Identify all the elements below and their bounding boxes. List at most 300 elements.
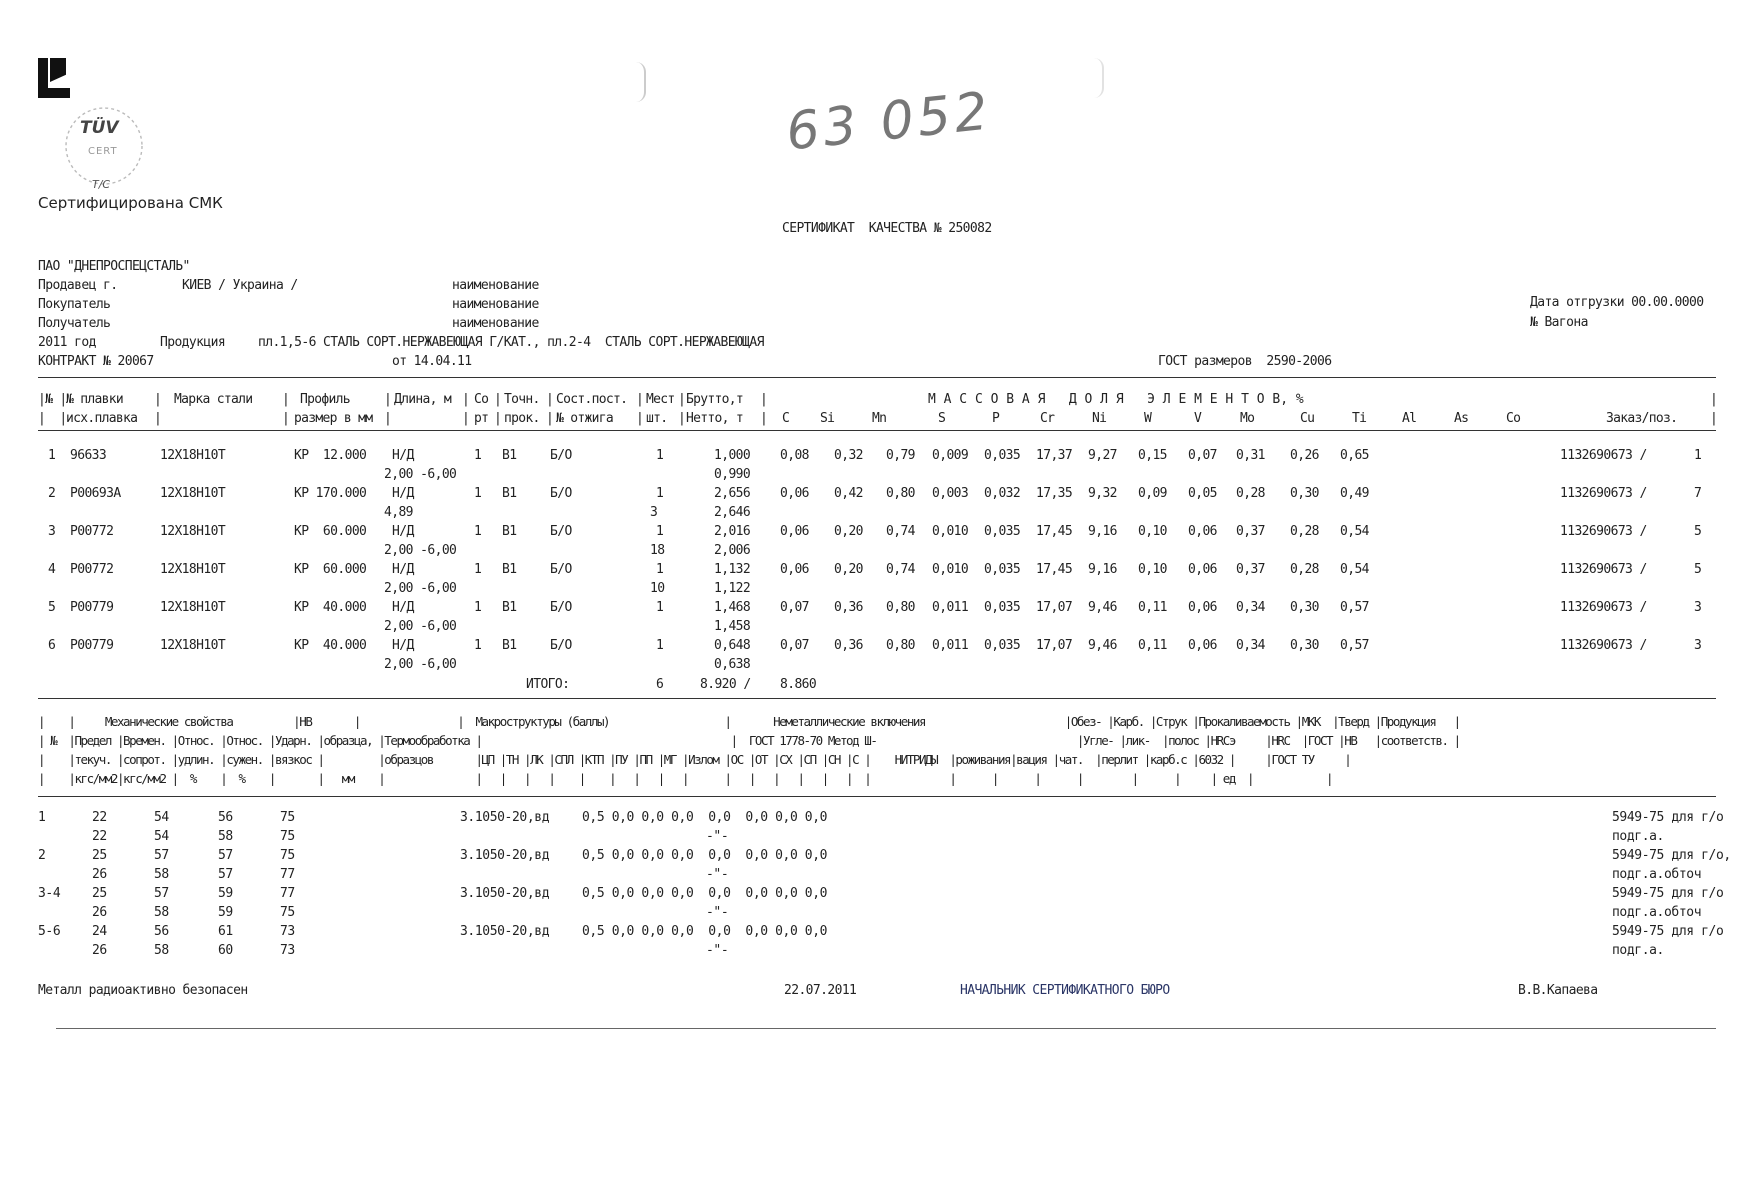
melt-number: Р00779 — [70, 638, 114, 653]
row-number: 6 — [48, 638, 56, 653]
row-number: 4 — [48, 562, 56, 577]
table2-header-rule — [38, 796, 1716, 797]
net-weight: 2,006 — [714, 543, 751, 558]
heat-treatment: 3.1050-20,вд — [460, 924, 550, 939]
table-row — [38, 448, 1718, 486]
table1-total-row — [38, 677, 1718, 697]
el-Cu: Cu — [1300, 411, 1315, 426]
reduction: 77 — [280, 886, 295, 901]
profile-size: КР 40.000 — [294, 638, 367, 653]
el-ni-value: 9,16 — [1088, 562, 1117, 577]
precision-value: В1 — [502, 486, 517, 501]
places-extra: 18 — [650, 543, 665, 558]
table-row — [38, 924, 1724, 962]
order-number: 1132690673 / — [1560, 524, 1647, 539]
seller-label: Продавец г. — [38, 278, 118, 293]
el-cr-value: 17,37 — [1036, 448, 1073, 463]
sort-value: 1 — [474, 448, 482, 463]
el-Si: Si — [820, 411, 835, 426]
tensile-strength: 56 — [154, 924, 169, 939]
reduction-2: 73 — [280, 943, 295, 958]
tic-label: T/C — [92, 178, 111, 191]
tensile-strength-2: 58 — [154, 905, 169, 920]
row-number: 3 — [48, 524, 56, 539]
order-position: 7 — [1694, 486, 1702, 501]
tensile-strength-2: 54 — [154, 829, 169, 844]
sample-number: 2 — [38, 848, 46, 863]
elongation: 59 — [218, 886, 233, 901]
el-ni-value: 9,27 — [1088, 448, 1117, 463]
el-mn-value: 0,80 — [886, 486, 915, 501]
mass-fraction-header: М А С С О В А Я Д О Л Я Э Л Е М Е Н Т О В, % — [928, 392, 1304, 407]
table-row — [38, 600, 1718, 638]
product-standard: 5949-75 для г/о — [1612, 810, 1724, 825]
el-cu-value: 0,28 — [1290, 562, 1319, 577]
el-w-value: 0,11 — [1138, 600, 1167, 615]
order-number: 1132690673 / — [1560, 562, 1647, 577]
total-net: 8.860 — [780, 677, 817, 692]
signer-position: НАЧАЛЬНИК СЕРТИФИКАТНОГО БЮРО — [960, 983, 1170, 998]
wagon-number: № Вагона — [1530, 315, 1588, 330]
el-mo-value: 0,34 — [1236, 638, 1265, 653]
col-num-header: |№ | — [38, 392, 67, 407]
product-standard-2: подг.а. — [1612, 943, 1664, 958]
gross-weight: 1,132 — [714, 562, 751, 577]
yield-strength: 24 — [92, 924, 107, 939]
el-si-value: 0,42 — [834, 486, 863, 501]
el-cr-value: 17,45 — [1036, 524, 1073, 539]
el-w-value: 0,11 — [1138, 638, 1167, 653]
product-text: пл.1,5-6 СТАЛЬ СОРТ.НЕРЖАВЕЮЩАЯ Г/КАТ., пл.2-4 СТАЛЬ СОРТ.НЕРЖАВЕЮЩАЯ — [258, 335, 764, 350]
sample-number: 1 — [38, 810, 46, 825]
el-w-value: 0,10 — [1138, 524, 1167, 539]
length-value: Н/Д — [392, 600, 414, 615]
el-si-value: 0,36 — [834, 600, 863, 615]
product-standard-2: подг.а. — [1612, 829, 1664, 844]
el-v-value: 0,07 — [1188, 448, 1217, 463]
yield-strength-2: 26 — [92, 905, 107, 920]
heat-treatment: 3.1050-20,вд — [460, 810, 550, 825]
table2-header-line1: | | Механические свойства |НВ | | Макроструктуры (баллы) | Неметаллические включения |Обез- |Карб. |Струк |Прокаливаемость |МКК |Тверд |Продукция | — [38, 714, 1460, 729]
el-ni-value: 9,16 — [1088, 524, 1117, 539]
places-extra: 10 — [650, 581, 665, 596]
el-ti-value: 0,54 — [1340, 524, 1369, 539]
el-v-value: 0,06 — [1188, 638, 1217, 653]
elongation-2: 57 — [218, 867, 233, 882]
smk-certified-text: Сертифицирована СМК — [38, 194, 223, 212]
steel-grade: 12Х18Н10Т — [160, 448, 226, 463]
col-sort-header: Со — [474, 392, 489, 407]
row-number: 2 — [48, 486, 56, 501]
state-value: Б/О — [550, 600, 572, 615]
product-standard: 5949-75 для г/о — [1612, 924, 1724, 939]
length-range: 2,00 -6,00 — [384, 619, 457, 634]
order-position: 3 — [1694, 600, 1702, 615]
radiation-safety-note: Металл радиоактивно безопасен — [38, 983, 248, 998]
table-row — [38, 638, 1718, 676]
el-As: As — [1454, 411, 1469, 426]
el-w-value: 0,10 — [1138, 562, 1167, 577]
profile-size: КР 60.000 — [294, 524, 367, 539]
places-value: 1 — [656, 562, 664, 577]
scan-mark-2 — [1094, 58, 1104, 98]
col-precision-header-2: прок. — [504, 411, 540, 426]
col-gross-header: Брутто,т — [686, 392, 744, 407]
order-number: 1132690673 / — [1560, 638, 1647, 653]
col-grade-header: Марка стали — [174, 392, 253, 407]
table-row — [38, 810, 1724, 848]
el-c-value: 0,06 — [780, 524, 809, 539]
el-s-value: 0,009 — [932, 448, 969, 463]
product-standard-2: подг.а.обточ — [1612, 905, 1702, 920]
sort-value: 1 — [474, 524, 482, 539]
sample-number: 3-4 — [38, 886, 61, 901]
el-cu-value: 0,30 — [1290, 600, 1319, 615]
table2-body — [38, 810, 1731, 966]
product-label: Продукция — [160, 335, 226, 350]
recipient-name-label: наименование — [452, 316, 539, 331]
length-value: Н/Д — [392, 562, 414, 577]
footer-date: 22.07.2011 — [784, 983, 857, 998]
steel-grade: 12Х18Н10Т — [160, 638, 226, 653]
places-value: 1 — [656, 524, 664, 539]
el-v-value: 0,06 — [1188, 524, 1217, 539]
product-standard: 5949-75 для г/о, — [1612, 848, 1731, 863]
col-state-header: Сост.пост. — [556, 392, 628, 407]
tensile-strength: 57 — [154, 886, 169, 901]
el-p-value: 0,035 — [984, 524, 1021, 539]
footer-rule — [56, 1028, 1716, 1029]
table2-header-line4: | |кгс/мм2|кгс/мм2 | % | % | | мм | | | | | | | | | | | | | | | | | | | | | | | | ед | | — [38, 771, 1333, 786]
el-c-value: 0,08 — [780, 448, 809, 463]
ditto-mark: -"- — [706, 905, 729, 920]
table2-header — [38, 714, 1718, 792]
el-mo-value: 0,37 — [1236, 562, 1265, 577]
el-p-value: 0,035 — [984, 638, 1021, 653]
macrostructure-values: 0,5 0,0 0,0 0,0 0,0 0,0 0,0 0,0 — [582, 810, 828, 825]
length-value: Н/Д — [392, 638, 414, 653]
length-value: Н/Д — [392, 448, 414, 463]
product-standard-2: подг.а.обточ — [1612, 867, 1702, 882]
total-places: 6 — [656, 677, 664, 692]
sort-value: 1 — [474, 638, 482, 653]
col-state-header-2: № отжига — [556, 411, 614, 426]
state-value: Б/О — [550, 448, 572, 463]
order-number: 1132690673 / — [1560, 486, 1647, 501]
el-ni-value: 9,46 — [1088, 600, 1117, 615]
precision-value: В1 — [502, 448, 517, 463]
melt-number: Р00779 — [70, 600, 114, 615]
order-position: 3 — [1694, 638, 1702, 653]
elongation: 56 — [218, 810, 233, 825]
el-mo-value: 0,34 — [1236, 600, 1265, 615]
el-v-value: 0,06 — [1188, 600, 1217, 615]
places-value: 1 — [656, 486, 664, 501]
elongation-2: 59 — [218, 905, 233, 920]
el-c-value: 0,07 — [780, 600, 809, 615]
elongation: 57 — [218, 848, 233, 863]
tensile-strength-2: 58 — [154, 943, 169, 958]
el-W: W — [1144, 411, 1152, 426]
row-number: 5 — [48, 600, 56, 615]
table1-header-rule — [38, 430, 1716, 431]
melt-number: Р00693А — [70, 486, 121, 501]
places-value: 1 — [656, 448, 664, 463]
el-ti-value: 0,57 — [1340, 638, 1369, 653]
table-row — [38, 524, 1718, 562]
yield-strength: 25 — [92, 848, 107, 863]
profile-size: КР 40.000 — [294, 600, 367, 615]
buyer-name-label: наименование — [452, 297, 539, 312]
table-row — [38, 562, 1718, 600]
el-s-value: 0,010 — [932, 562, 969, 577]
scan-mark-1 — [636, 62, 646, 102]
yield-strength-2: 26 — [92, 867, 107, 882]
tuv-cert-stamp — [58, 100, 158, 190]
length-value: Н/Д — [392, 524, 414, 539]
gross-weight: 0,648 — [714, 638, 751, 653]
macrostructure-values: 0,5 0,0 0,0 0,0 0,0 0,0 0,0 0,0 — [582, 924, 828, 939]
state-value: Б/О — [550, 562, 572, 577]
table-row — [38, 848, 1731, 886]
el-cu-value: 0,30 — [1290, 638, 1319, 653]
seller-city: КИЕВ / Украина / — [182, 278, 298, 293]
precision-value: В1 — [502, 562, 517, 577]
el-s-value: 0,011 — [932, 638, 969, 653]
el-s-value: 0,010 — [932, 524, 969, 539]
melt-number: Р00772 — [70, 562, 114, 577]
el-mo-value: 0,31 — [1236, 448, 1265, 463]
el-ti-value: 0,49 — [1340, 486, 1369, 501]
seller-name-label: наименование — [452, 278, 539, 293]
state-value: Б/О — [550, 524, 572, 539]
order-position: 5 — [1694, 524, 1702, 539]
gross-weight: 1,468 — [714, 600, 751, 615]
row-number: 1 — [48, 448, 56, 463]
el-p-value: 0,032 — [984, 486, 1021, 501]
order-number: 1132690673 / — [1560, 600, 1647, 615]
order-position: 1 — [1694, 448, 1702, 463]
net-weight: 0,638 — [714, 657, 751, 672]
col-length-header: Длина, м — [394, 392, 452, 407]
tensile-strength: 54 — [154, 810, 169, 825]
el-Ni: Ni — [1092, 411, 1107, 426]
reduction-2: 75 — [280, 829, 295, 844]
elongation-2: 58 — [218, 829, 233, 844]
el-cr-value: 17,07 — [1036, 638, 1073, 653]
net-weight: 2,646 — [714, 505, 751, 520]
table1-header: |№ | | | № плавки исх.плавка | | Марка стали | | Профиль размер в мм | | Длина, м | | Со рт | | Точн. прок. | | Сост.пост. № отжига | | Мест шт. | | Брутто,т Нетто, т | | М А С С О В А Я Д О Л Я Э Л Е М Е Н Т О В, % C Si Mn S P Cr Ni W V Mo Cu Ti Al As Co Заказ/поз. | | — [38, 392, 1718, 426]
total-label: ИТОГО: — [526, 677, 570, 692]
gost-sizes: ГОСТ размеров 2590-2006 — [1158, 354, 1332, 369]
col-num-header-2: | | — [38, 411, 67, 426]
sort-value: 1 — [474, 562, 482, 577]
ditto-mark: -"- — [706, 943, 729, 958]
el-cu-value: 0,28 — [1290, 524, 1319, 539]
order-number: 1132690673 / — [1560, 448, 1647, 463]
table1-top-rule — [38, 377, 1716, 378]
shipment-date: Дата отгрузки 00.00.0000 — [1530, 295, 1704, 310]
yield-strength-2: 22 — [92, 829, 107, 844]
reduction-2: 77 — [280, 867, 295, 882]
places-value: 1 — [656, 638, 664, 653]
el-mo-value: 0,37 — [1236, 524, 1265, 539]
length-value: Н/Д — [392, 486, 414, 501]
el-p-value: 0,035 — [984, 600, 1021, 615]
contract-number: КОНТРАКТ № 20067 — [38, 354, 154, 369]
el-Cr: Cr — [1040, 411, 1055, 426]
reduction: 75 — [280, 848, 295, 863]
el-Ti: Ti — [1352, 411, 1367, 426]
tensile-strength: 57 — [154, 848, 169, 863]
signer-name: В.В.Капаева — [1518, 983, 1598, 998]
length-range: 2,00 -6,00 — [384, 657, 457, 672]
sample-number: 5-6 — [38, 924, 61, 939]
el-si-value: 0,36 — [834, 638, 863, 653]
elongation: 61 — [218, 924, 233, 939]
el-v-value: 0,05 — [1188, 486, 1217, 501]
el-si-value: 0,20 — [834, 524, 863, 539]
melt-number: 96633 — [70, 448, 107, 463]
reduction-2: 75 — [280, 905, 295, 920]
el-cr-value: 17,35 — [1036, 486, 1073, 501]
el-cr-value: 17,45 — [1036, 562, 1073, 577]
reduction: 75 — [280, 810, 295, 825]
profile-size: КР 60.000 — [294, 562, 367, 577]
el-ti-value: 0,54 — [1340, 562, 1369, 577]
table-row — [38, 886, 1724, 924]
el-si-value: 0,20 — [834, 562, 863, 577]
places-extra: 3 — [650, 505, 658, 520]
cert-label: CERT — [88, 146, 118, 157]
ditto-mark: -"- — [706, 829, 729, 844]
el-ni-value: 9,32 — [1088, 486, 1117, 501]
el-C: C — [782, 411, 790, 426]
heat-treatment: 3.1050-20,вд — [460, 886, 550, 901]
el-si-value: 0,32 — [834, 448, 863, 463]
gross-weight: 2,656 — [714, 486, 751, 501]
el-Mo: Mo — [1240, 411, 1255, 426]
length-range: 2,00 -6,00 — [384, 543, 457, 558]
table-row — [38, 486, 1718, 524]
places-value: 1 — [656, 600, 664, 615]
state-value: Б/О — [550, 638, 572, 653]
col-melt-header: № плавки — [66, 392, 124, 407]
el-mn-value: 0,74 — [886, 562, 915, 577]
macrostructure-values: 0,5 0,0 0,0 0,0 0,0 0,0 0,0 0,0 — [582, 886, 828, 901]
profile-size: КР 170.000 — [294, 486, 367, 501]
order-position: 5 — [1694, 562, 1702, 577]
el-s-value: 0,011 — [932, 600, 969, 615]
el-cu-value: 0,30 — [1290, 486, 1319, 501]
length-range: 4,89 — [384, 505, 413, 520]
col-profile-header-2: размер в мм — [294, 411, 373, 426]
ditto-mark: -"- — [706, 867, 729, 882]
el-mn-value: 0,80 — [886, 638, 915, 653]
sort-value: 1 — [474, 600, 482, 615]
el-ti-value: 0,65 — [1340, 448, 1369, 463]
el-v-value: 0,06 — [1188, 562, 1217, 577]
steel-grade: 12Х18Н10Т — [160, 524, 226, 539]
el-mn-value: 0,74 — [886, 524, 915, 539]
net-weight: 0,990 — [714, 467, 751, 482]
el-V: V — [1194, 411, 1202, 426]
reduction: 73 — [280, 924, 295, 939]
el-mo-value: 0,28 — [1236, 486, 1265, 501]
el-s-value: 0,003 — [932, 486, 969, 501]
el-cr-value: 17,07 — [1036, 600, 1073, 615]
table2-header-line2: | № |Предел |Времен. |Относ. |Относ. |Ударн. |образца, |Термообработка | | ГОСТ 1778-70 Метод Ш- |Угле- |лик- |полос |HRCэ |HRC |ГОСТ |НВ |соответств. | — [38, 733, 1460, 748]
el-w-value: 0,15 — [1138, 448, 1167, 463]
el-mn-value: 0,80 — [886, 600, 915, 615]
sort-value: 1 — [474, 486, 482, 501]
company-logo — [38, 58, 74, 98]
table1-bottom-rule — [38, 698, 1716, 699]
net-weight: 1,122 — [714, 581, 751, 596]
el-p-value: 0,035 — [984, 562, 1021, 577]
net-weight: 1,458 — [714, 619, 751, 634]
table2-header-line3: | |текуч. |сопрот. |удлин. |сужен. |вязкос | |образцов |ЦП |ТН |ЛК |СПЛ |КТП |ПУ |ПП |МГ |Излом |ОС |ОТ |СХ |СП |СН |С | НИТРИДЫ |роживания|вация |чат. |перлит |карб.с |6032 | |ГОСТ ТУ | — [38, 752, 1351, 767]
precision-value: В1 — [502, 600, 517, 615]
melt-number: Р00772 — [70, 524, 114, 539]
precision-value: В1 — [502, 638, 517, 653]
year-label: 2011 год — [38, 335, 96, 350]
steel-grade: 12Х18Н10Т — [160, 562, 226, 577]
col-places-header: Мест — [646, 392, 675, 407]
el-cu-value: 0,26 — [1290, 448, 1319, 463]
yield-strength: 22 — [92, 810, 107, 825]
el-mn-value: 0,79 — [886, 448, 915, 463]
col-profile-header: Профиль — [300, 392, 350, 407]
el-Al: Al — [1402, 411, 1417, 426]
product-standard: 5949-75 для г/о — [1612, 886, 1724, 901]
gross-weight: 1,000 — [714, 448, 751, 463]
el-S: S — [938, 411, 946, 426]
table1-body — [38, 448, 1718, 698]
el-c-value: 0,06 — [780, 486, 809, 501]
heat-treatment: 3.1050-20,вд — [460, 848, 550, 863]
el-Mn: Mn — [872, 411, 887, 426]
col-order-header: Заказ/поз. — [1606, 411, 1678, 426]
buyer-label: Покупатель — [38, 297, 111, 312]
gross-weight: 2,016 — [714, 524, 751, 539]
el-ti-value: 0,57 — [1340, 600, 1369, 615]
col-gross-header-2: Нетто, т — [686, 411, 744, 426]
state-value: Б/О — [550, 486, 572, 501]
el-ni-value: 9,46 — [1088, 638, 1117, 653]
recipient-label: Получатель — [38, 316, 111, 331]
col-sort-header-2: рт — [474, 411, 489, 426]
yield-strength: 25 — [92, 886, 107, 901]
col-melt-header-2: исх.плавка — [66, 411, 138, 426]
tuv-label: TÜV — [80, 118, 119, 138]
yield-strength-2: 26 — [92, 943, 107, 958]
handwritten-number: 63 052 — [783, 81, 995, 163]
col-precision-header: Точн. — [504, 392, 540, 407]
profile-size: КР 12.000 — [294, 448, 367, 463]
el-c-value: 0,06 — [780, 562, 809, 577]
el-Co: Co — [1506, 411, 1521, 426]
el-w-value: 0,09 — [1138, 486, 1167, 501]
certificate-title: СЕРТИФИКАТ КАЧЕСТВА № 250082 — [782, 221, 992, 236]
tensile-strength-2: 58 — [154, 867, 169, 882]
company-name: ПАО "ДНЕПРОСПЕЦСТАЛЬ" — [38, 259, 190, 274]
length-range: 2,00 -6,00 — [384, 581, 457, 596]
el-p-value: 0,035 — [984, 448, 1021, 463]
el-P: P — [992, 411, 1000, 426]
steel-grade: 12Х18Н10Т — [160, 486, 226, 501]
contract-date: от 14.04.11 — [392, 354, 472, 369]
